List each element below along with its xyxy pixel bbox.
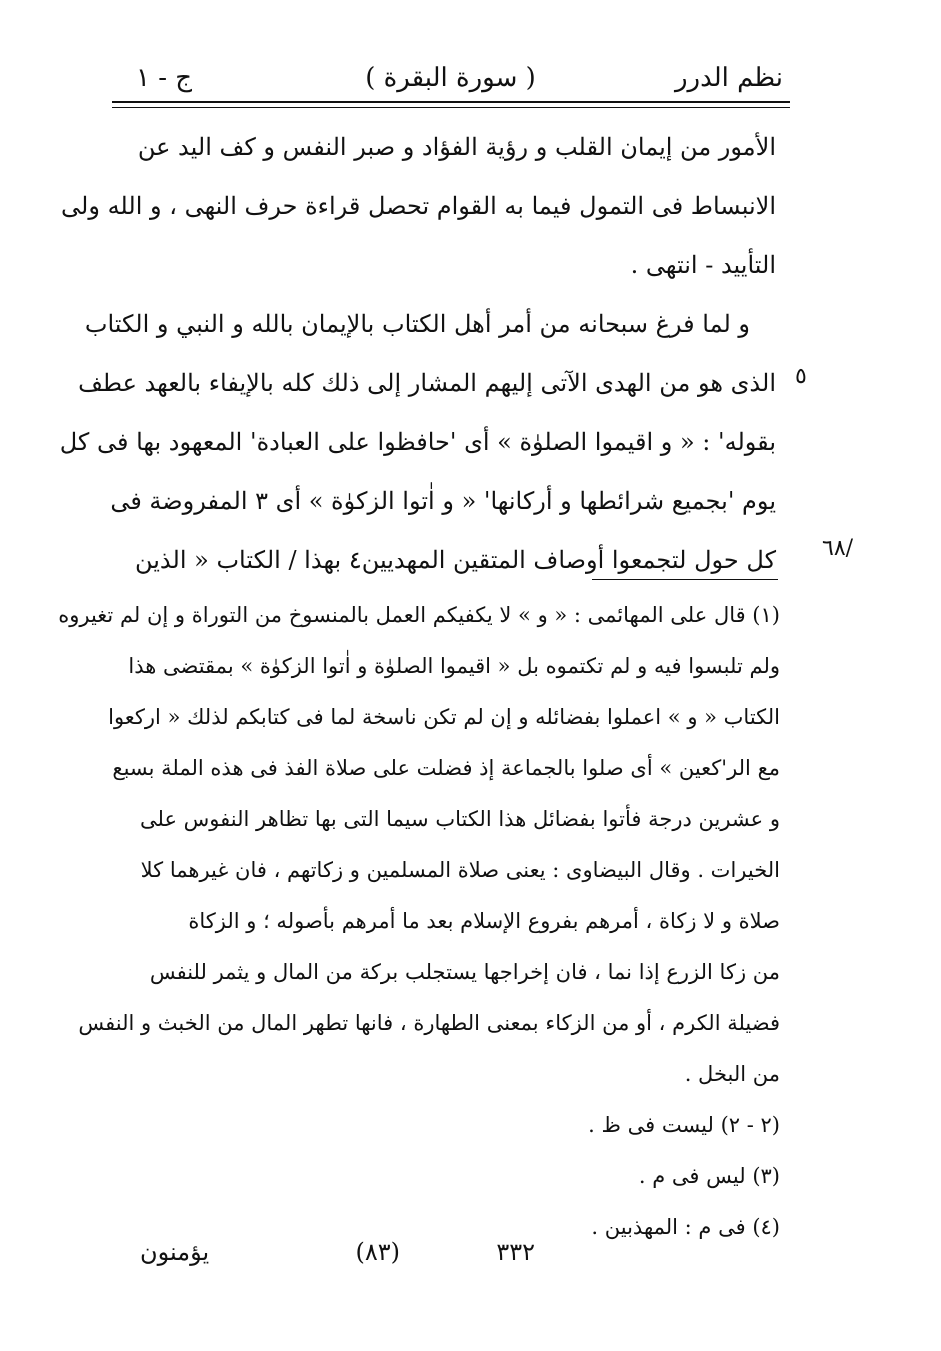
- footnotes: [58, 590, 780, 1253]
- footnote-line: مع الر'كعين » أى صلوا بالجماعة إذ فضلت على صلاة الفذ فى هذه الملة بسبع: [112, 756, 780, 780]
- footnote-line: فضيلة الكرم ، أو من الزكاء بمعنى الطهارة ، فانها تطهر المال من الخبث و النفس: [78, 1011, 780, 1035]
- line-number-marker: ٥: [795, 364, 807, 389]
- text-line: الذى هو من الهدى الآتى إليهم المشار إلى ذلك كله بالإيفاء بالعهد عطف: [78, 369, 776, 397]
- text-line: و لما فرغ سبحانه من أمر أهل الكتاب بالإيمان بالله و النبي و الكتاب: [84, 310, 750, 338]
- footnote-line: ولم تلبسوا فيه و لم تكتموه بل « اقيموا الصلوٰة و اٰتوا الزكوٰة » بمقتضى هذا: [128, 654, 780, 678]
- catchword: يؤمنون: [140, 1238, 210, 1266]
- header-volume: ج - ١: [136, 63, 193, 93]
- text-line: كل حول لتجمعوا أوصاف المتقين المهديين٤ بهذا / الكتاب « الذين: [134, 546, 776, 574]
- footnote-line: صلاة و لا زكاة ، أمرهم بفروع الإسلام بعد ما أمرهم بأصوله ؛ و الزكاة: [188, 909, 780, 933]
- header-book-title: نظم الدرر: [674, 63, 783, 93]
- quran-page-ref: (٨٣): [355, 1238, 400, 1266]
- header-rule-thin: [112, 107, 790, 108]
- header-rule-thick: [112, 101, 790, 103]
- page-footer: [140, 1232, 680, 1272]
- footnote-line: (٣) ليس فى م .: [638, 1164, 780, 1188]
- text-line: الأمور من إيمان القلب و رؤية الفؤاد و صبر النفس و كف اليد عن: [137, 133, 776, 161]
- footnote-line: (٤) فى م : المهذبين .: [591, 1215, 780, 1239]
- manuscript-folio-marker: ٦٨/: [822, 536, 854, 561]
- footnote-line: من زكا الزرع إذا نما ، فان إخراجها يستجلب بركة من المال و يثمر للنفس: [149, 960, 780, 984]
- main-text: [59, 118, 776, 590]
- text-line: التأييد - انتهى .: [630, 251, 776, 279]
- footnote-line: الخيرات . وقال البيضاوى : يعنى صلاة المسلمين و زكاتهم ، فان غيرهما كلا: [140, 858, 780, 882]
- header-surah-name: ( سورة البقرة ): [365, 63, 536, 93]
- text-line: بقوله' : « و اقيموا الصلوٰة » أى 'حافظوا على العبادة' المعهود بها فى كل: [59, 428, 776, 456]
- page-number: ٣٣٢: [496, 1238, 535, 1266]
- footnote-separator: [592, 579, 778, 580]
- text-line: الانبساط فى التمول فيما به القوام تحصل قراءة حرف النهى ، و الله ولى: [61, 192, 776, 220]
- footnote-line: (٢ - ٢) ليست فى ظ .: [588, 1113, 780, 1137]
- footnote-line: (١) قال على المهائمى : « و » لا يكفيكم العمل بالمنسوخ من التوراة و إن لم تغيروه: [58, 603, 780, 627]
- text-line: يوم 'بجميع شرائطها و أركانها' « و اٰتوا الزكوٰة » أى ٣ المفروضة فى: [110, 487, 776, 515]
- running-header: [118, 58, 783, 98]
- footnote-line: من البخل .: [684, 1062, 780, 1086]
- footnote-line: الكتاب « و » اعملوا بفضائله و إن لم تكن ناسخة لما فى كتابكم لذلك « اركعوا: [108, 705, 780, 729]
- footnote-line: و عشرين درجة فأتوا بفضائل هذا الكتاب سيما التى بها تظاهر النفوس على: [140, 807, 780, 831]
